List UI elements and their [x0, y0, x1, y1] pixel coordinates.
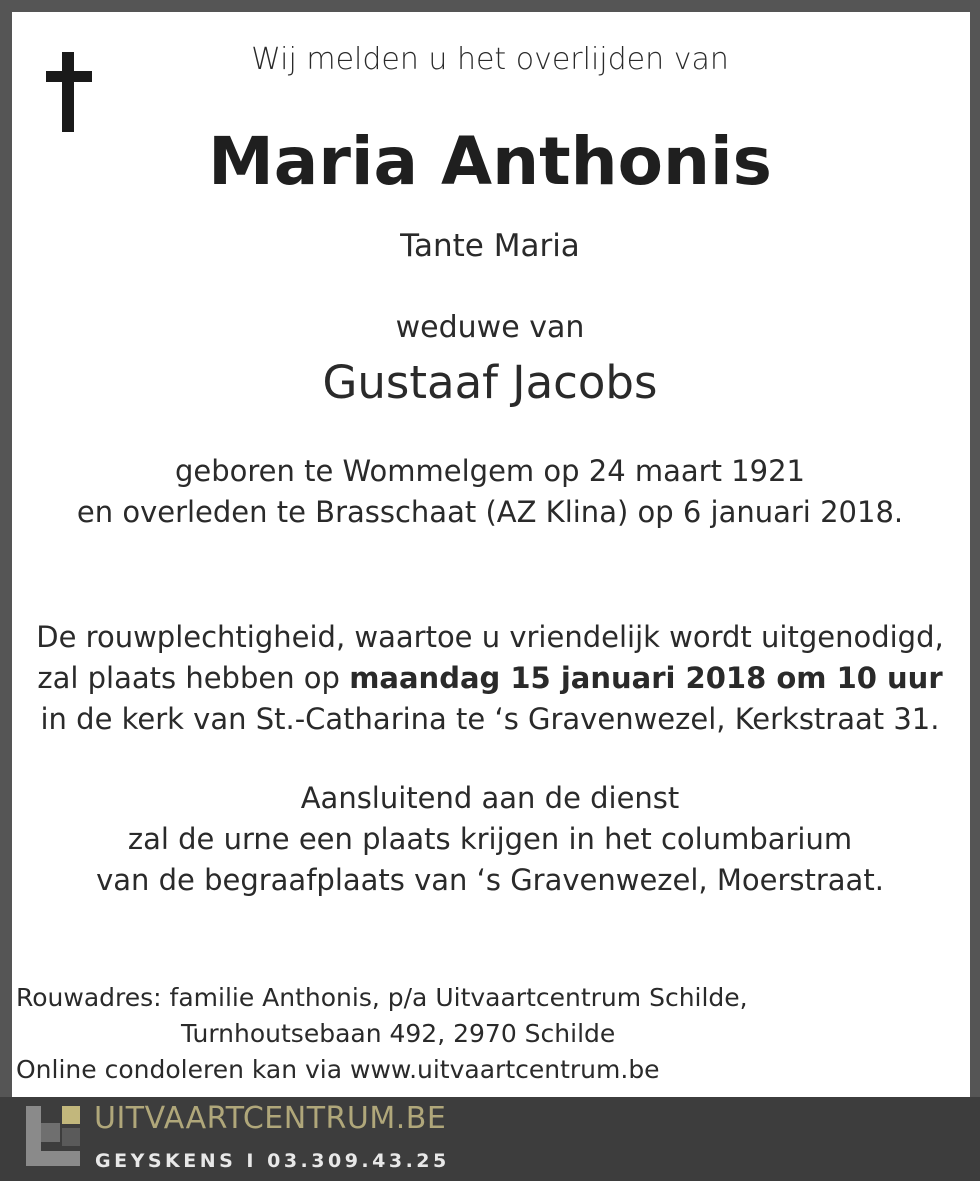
footer-bar	[0, 1097, 980, 1181]
ceremony-details	[0, 617, 980, 740]
ceremony-line-1: De rouwplechtigheid, waartoe u vriendelijk wordt uitgenodigd,	[36, 620, 944, 654]
urn-details	[0, 778, 980, 901]
widow-label: weduwe van	[395, 310, 585, 345]
address-line-2: Turnhoutsebaan 492, 2970 Schilde	[181, 1019, 616, 1048]
death-line: en overleden te Brasschaat (AZ Klina) op 6 januari 2018.	[76, 495, 904, 529]
urn-line-3: van de begraafplaats van ‘s Gravenwezel, Moerstraat.	[96, 863, 884, 897]
urn-line-2: zal de urne een plaats krijgen in het columbarium	[127, 822, 853, 856]
brand-name: UITVAARTCENTRUM.BE	[94, 1101, 447, 1136]
mourning-address	[16, 980, 748, 1088]
urn-line-1: Aansluitend aan de dienst	[300, 781, 680, 815]
life-dates	[0, 451, 980, 533]
ceremony-datetime: maandag 15 januari 2018 om 10 uur	[349, 661, 943, 695]
ceremony-line-3: in de kerk van St.-Catharina te ‘s Gravenwezel, Kerkstraat 31.	[40, 702, 940, 736]
spouse-name: Gustaaf Jacobs	[322, 356, 658, 409]
ceremony-line-2	[0, 658, 980, 699]
condolence-line: Online condoleren kan via www.uitvaartcentrum.be	[16, 1055, 660, 1084]
intro-text: Wij melden u het overlijden van	[251, 42, 729, 77]
deceased-name: Maria Anthonis	[208, 123, 772, 200]
birth-line: geboren te Wommelgem op 24 maart 1921	[175, 454, 805, 488]
nickname: Tante Maria	[400, 228, 580, 264]
uitvaartcentrum-logo-icon	[26, 1106, 82, 1166]
ceremony-line-2-prefix: zal plaats hebben op	[37, 661, 350, 695]
contact-line: GEYSKENS I 03.309.43.25	[95, 1150, 450, 1172]
address-line-1: Rouwadres: familie Anthonis, p/a Uitvaartcentrum Schilde,	[16, 983, 748, 1012]
